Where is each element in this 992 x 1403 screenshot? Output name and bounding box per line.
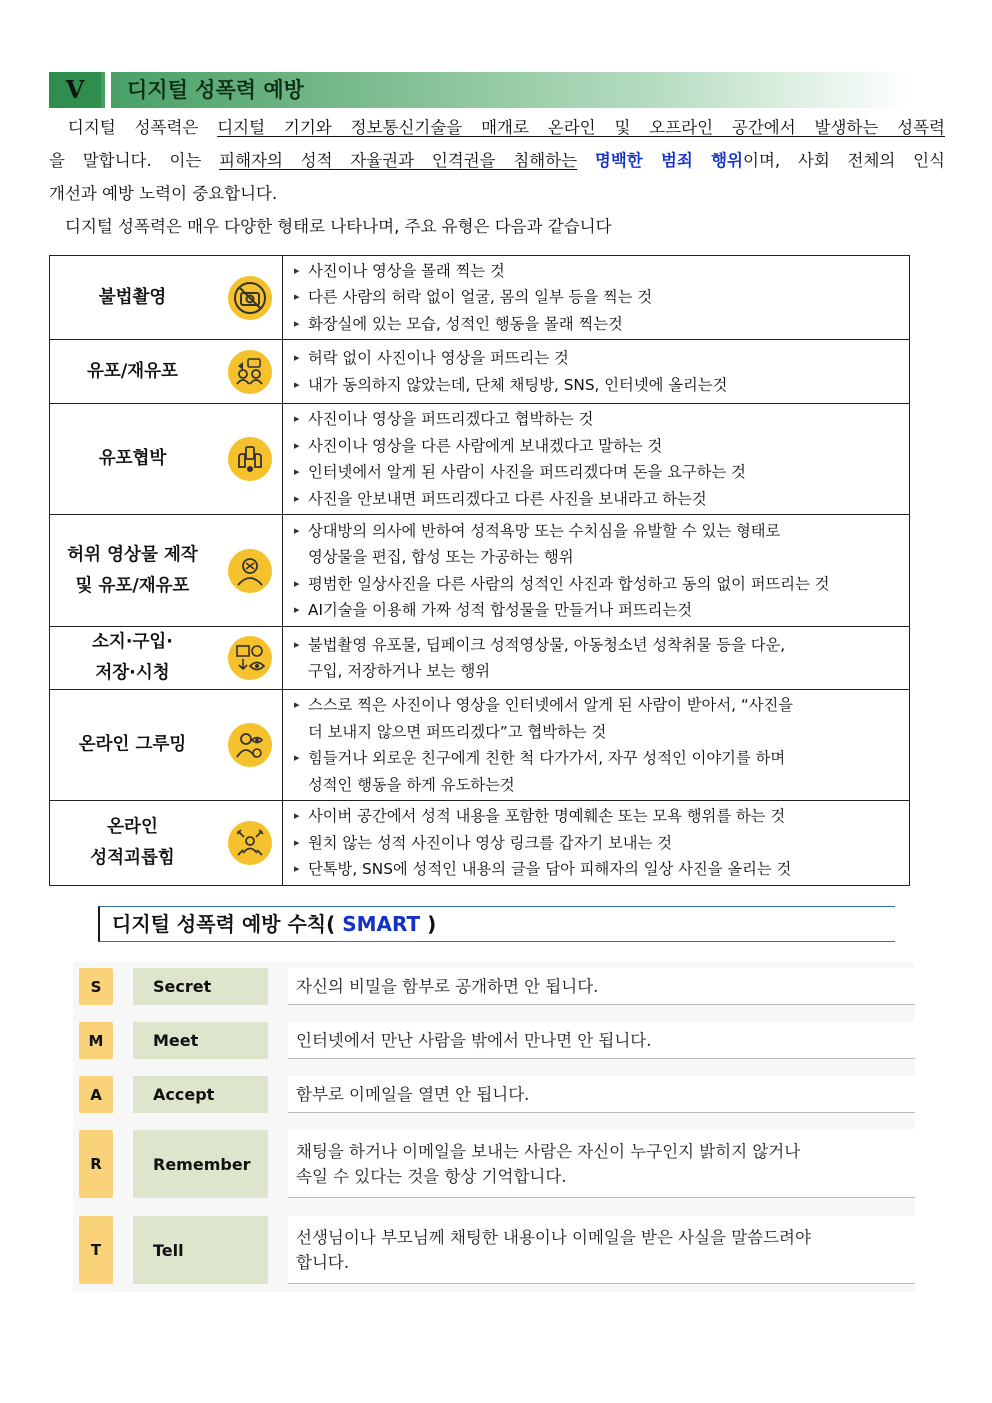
list-item: ▸ 사진을 안보내면 퍼뜨리겠다고 다른 사진을 보내라고 하는것	[294, 486, 905, 513]
type-name: 온라인 그루밍	[78, 734, 187, 755]
smart-word: Meet	[133, 1022, 268, 1059]
type-name-line: 저장·시청	[95, 663, 170, 683]
smart-word: Remember	[133, 1130, 268, 1198]
list-item: ▸ AI기술을 이용해 가짜 성적 합성물을 만들거나 퍼뜨리는것	[294, 597, 905, 624]
list-item: ▸ 힘들거나 외로운 친구에게 친한 척 다가가서, 자꾸 성적인 이야기를 하며	[294, 745, 905, 772]
list-item: ▸ 인터넷에서 알게 된 사람이 사진을 퍼뜨리겠다며 돈을 요구하는 것	[294, 459, 905, 486]
smart-letter: A	[79, 1076, 113, 1113]
type-name	[50, 627, 215, 689]
table-row	[50, 340, 910, 404]
intro-definition: 디지털 기기와 정보통신기술을 매개로 온라인 및 오프라인 공간에서 발생하는 성폭력	[217, 118, 945, 137]
type-cell	[50, 627, 283, 690]
type-cell	[50, 801, 283, 886]
list-item: ▸ 내가 동의하지 않았는데, 단체 채팅방, SNS, 인터넷에 올리는것	[294, 372, 905, 399]
intro-text: 을 말합니다. 이는	[49, 151, 220, 170]
type-name	[50, 540, 215, 602]
list-item: ▸ 평범한 일상사진을 다른 사람의 성적인 사진과 합성하고 동의 없이 퍼뜨리는 것	[294, 571, 905, 598]
smart-description-line: 선생님이나 부모님께 채팅한 내용이나 이메일을 받은 사실을 말씀드려야	[296, 1227, 811, 1247]
list-item: ▸ 다른 사람의 허락 없이 얼굴, 몸의 일부 등을 찍는 것	[294, 284, 905, 311]
smart-row	[73, 1022, 915, 1059]
type-cell	[50, 256, 283, 340]
intro-space	[577, 151, 595, 170]
list-item: ▸ 스스로 찍은 사진이나 영상을 인터넷에서 알게 된 사람이 받아서, “사진을	[294, 692, 905, 719]
smart-letter: M	[79, 1022, 113, 1059]
list-item: ▸ 허락 없이 사진이나 영상을 퍼뜨리는 것	[294, 345, 905, 372]
smart-description-line: 속일 수 있다는 것을 항상 기억합니다.	[296, 1166, 567, 1186]
download-view-icon	[228, 636, 272, 680]
grooming-icon	[228, 723, 272, 767]
intro-rights: 피해자의 성적 자율권과 인격권을 침해하는	[219, 151, 578, 170]
type-name-line: 소지·구입·	[92, 632, 173, 652]
list-item-continued: 구입, 저장하거나 보는 행위	[308, 662, 490, 680]
type-name	[50, 812, 215, 874]
type-cell	[50, 340, 283, 404]
type-cell	[50, 404, 283, 515]
smart-title-prefix: 디지털 성폭력 예방 수칙(	[112, 912, 343, 936]
list-item: ▸ 상대방의 의사에 반하여 성적욕망 또는 수치심을 유발할 수 있는 형태로	[294, 518, 905, 545]
type-description	[283, 340, 910, 404]
list-item: ▸ 불법촬영 유포물, 딥페이크 성적영상물, 아동청소년 성착취물 등을 다운,	[294, 632, 905, 659]
smart-title	[112, 907, 436, 941]
no-camera-icon	[228, 276, 272, 320]
intro-emphasis: 명백한 범죄 행위	[594, 151, 743, 170]
share-people-icon	[228, 350, 272, 394]
list-item-continued: 성적인 행동을 하게 유도하는것	[308, 775, 515, 794]
type-name-line: 허위 영상물 제작	[67, 544, 198, 565]
harassment-icon	[228, 821, 272, 865]
list-item: ▸ 사진이나 영상을 퍼뜨리겠다고 협박하는 것	[294, 406, 905, 433]
list-item: ▸ 사진이나 영상을 다른 사람에게 보내겠다고 말하는 것	[294, 433, 905, 460]
list-item: ▸ 단톡방, SNS에 성적인 내용의 글을 담아 피해자의 일상 사진을 올리는 것	[294, 856, 905, 883]
smart-description	[288, 1130, 915, 1198]
smart-description-line: 합니다.	[296, 1252, 350, 1272]
smart-description-line: 채팅을 하거나 이메일을 보내는 사람은 자신이 누구인지 밝히지 않거나	[296, 1141, 801, 1161]
type-description	[283, 690, 910, 801]
smart-word: Secret	[133, 968, 268, 1005]
intro-line-2	[49, 144, 945, 177]
intro-line-1	[49, 111, 945, 144]
type-description	[283, 801, 910, 886]
type-name: 유포협박	[98, 448, 167, 469]
type-name-line: 및 유포/재유포	[75, 575, 190, 596]
table-row	[50, 404, 910, 515]
type-cell	[50, 515, 283, 627]
list-item-continued: 더 보내지 않으면 퍼뜨리겠다”고 협박하는 것	[308, 722, 607, 741]
table-row	[50, 801, 910, 886]
intro-paragraph-2: 디지털 성폭력은 매우 다양한 형태로 나타나며, 주요 유형은 다음과 같습니다	[65, 217, 612, 236]
list-item: ▸ 원치 않는 성적 사진이나 영상 링크를 갑자기 보내는 것	[294, 830, 905, 857]
section-title: 디지털 성폭력 예방	[127, 78, 304, 102]
type-description	[283, 627, 910, 690]
table-row	[50, 515, 910, 627]
smart-description: 자신의 비밀을 함부로 공개하면 안 됩니다.	[288, 968, 915, 1005]
smart-letter: T	[79, 1216, 113, 1284]
type-name: 불법촬영	[98, 287, 167, 307]
smart-description	[288, 1216, 915, 1284]
violence-types-table	[49, 255, 910, 886]
type-name-line: 성적괴롭힘	[90, 848, 175, 868]
list-item: ▸ 사진이나 영상을 몰래 찍는 것	[294, 258, 905, 285]
smart-rules	[73, 962, 915, 1292]
smart-description: 인터넷에서 만난 사람을 밖에서 만나면 안 됩니다.	[288, 1022, 915, 1059]
threat-hands-icon	[228, 437, 272, 481]
smart-title-box	[98, 906, 895, 942]
type-name: 유포/재유포	[87, 361, 178, 381]
table-row	[50, 690, 910, 801]
list-item-continued: 영상물을 편집, 합성 또는 가공하는 행위	[308, 548, 574, 566]
smart-row	[73, 968, 915, 1005]
type-description	[283, 515, 910, 627]
table-row	[50, 627, 910, 690]
list-item: ▸ 화장실에 있는 모습, 성적인 행동을 몰래 찍는것	[294, 311, 905, 338]
fake-face-icon	[228, 549, 272, 593]
intro-text: 디지털 성폭력은	[67, 118, 218, 137]
smart-word: Tell	[133, 1216, 268, 1284]
section-header	[49, 72, 911, 108]
smart-row	[73, 1130, 915, 1198]
list-item: ▸ 사이버 공간에서 성적 내용을 포함한 명예훼손 또는 모욕 행위를 하는 것	[294, 803, 905, 830]
section-number: Ⅴ	[49, 72, 101, 108]
smart-title-suffix: )	[420, 912, 437, 936]
type-name-line: 온라인	[107, 817, 158, 837]
type-cell	[50, 690, 283, 801]
type-description	[283, 404, 910, 515]
table-row	[50, 256, 910, 340]
intro-line-3: 개선과 예방 노력이 중요합니다.	[49, 184, 278, 203]
smart-letter: R	[79, 1130, 113, 1198]
smart-description: 함부로 이메일을 열면 안 됩니다.	[288, 1076, 915, 1113]
smart-row	[73, 1076, 915, 1113]
smart-letter: S	[79, 968, 113, 1005]
smart-title-word: SMART	[342, 912, 421, 936]
smart-row	[73, 1216, 915, 1284]
intro-text: 이며, 사회 전체의 인식	[743, 151, 945, 170]
type-description	[283, 256, 910, 340]
divider	[105, 72, 111, 108]
smart-word: Accept	[133, 1076, 268, 1113]
